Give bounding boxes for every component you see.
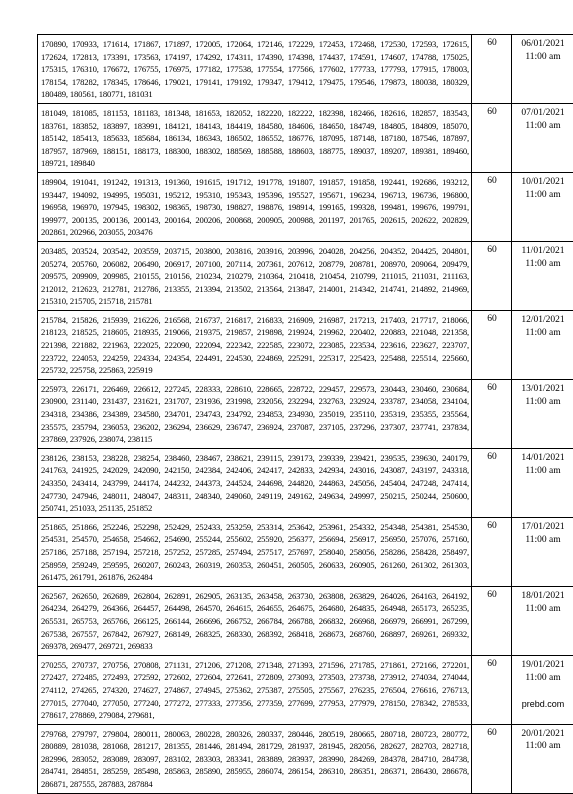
- exam-time: 11:00 am: [515, 465, 571, 478]
- schedule-body: [38, 35, 573, 794]
- table-row: [38, 517, 573, 586]
- roll-numbers-cell: 279768, 279797, 279804, 280011, 280063, 280228, 280326, 280337, 280446, 280519, 280665, 280718, 280723, 280772, 280889, 281038, 281068, 281217, 281355, 281446, 281494, 281729, 281937, 281945, 282056, 282627, 282703, 282718, 282996, 283052, 283089, 283097, 283102, 283303, 283341, 283889, 283937, 283990, 284269, 284378, 284710, 284738, 284741, 284851, 285259, 285498, 285863, 285890, 285955, 286074, 286154, 286310, 286351, 286371, 286430, 286678, 286871, 287555, 287883, 287884: [38, 724, 472, 793]
- exam-time: 11:00 am: [515, 603, 571, 616]
- date-time-cell: [512, 310, 573, 379]
- date-time-cell: [512, 655, 573, 724]
- exam-time: 11:00 am: [515, 740, 571, 753]
- roll-numbers-cell: 270255, 270737, 270756, 270808, 271131, 271206, 271208, 271348, 271393, 271596, 271785, 271861, 272166, 272201, 272427, 272485, 272493, 272592, 272602, 272604, 272641, 272809, 273093, 273503, 273738, 273912, 274034, 274044, 274112, 274265, 274320, 274627, 274867, 274945, 275362, 275387, 275505, 275567, 276235, 276504, 276616, 276713, 277015, 277040, 277050, 277240, 277272, 277333, 277356, 277359, 277699, 277953, 277979, 278150, 278342, 278533, 278617, 278869, 279084, 279681,: [38, 655, 472, 724]
- date-time-cell: [512, 724, 573, 793]
- schedule-table: [37, 34, 573, 794]
- roll-numbers-cell: 225973, 226171, 226469, 226612, 227245, 228333, 228610, 228665, 228722, 229457, 229573, 230443, 230460, 230684, 230900, 231140, 231437, 231621, 231707, 231936, 231998, 232056, 232294, 232763, 232924, 233787, 234058, 234104, 234318, 234386, 234389, 234580, 234701, 234743, 234792, 234853, 234930, 235019, 235110, 235319, 235355, 235564, 235575, 235794, 236053, 236202, 236294, 236629, 236747, 236924, 237087, 237105, 237296, 237307, 237741, 237834, 237869, 237926, 238074, 238115: [38, 379, 472, 448]
- roll-numbers-cell: 215784, 215826, 215939, 216226, 216568, 216737, 216817, 216833, 216909, 216987, 217213, 217403, 217717, 218066, 218123, 218525, 218605, 218935, 219066, 219375, 219857, 219898, 219924, 219962, 220402, 220883, 221048, 221358, 221398, 221882, 221963, 222025, 222090, 222094, 222342, 222585, 223072, 223085, 223534, 223616, 223627, 223707, 223722, 224053, 224259, 224334, 224354, 224491, 224530, 224869, 225291, 225317, 225423, 225488, 225514, 225660, 225732, 225758, 225863, 225919: [38, 310, 472, 379]
- candidate-count-cell: 60: [472, 172, 512, 241]
- date-time-cell: [512, 517, 573, 586]
- exam-time: 11:00 am: [515, 258, 571, 271]
- candidate-count-cell: 60: [472, 35, 512, 104]
- roll-numbers-cell: 181049, 181085, 181153, 181183, 181348, 181653, 182052, 182220, 182222, 182398, 182466, 182616, 182857, 183543, 183761, 183852, 183897, 183991, 184121, 184143, 184419, 184580, 184606, 184650, 184749, 184805, 184809, 185070, 185142, 185413, 185633, 185684, 186134, 186343, 186502, 186552, 186776, 187095, 187148, 187180, 187546, 187897, 187957, 187969, 188151, 188173, 188300, 188302, 188569, 188588, 188603, 188775, 189037, 189207, 189381, 189460, 189721, 189840: [38, 103, 472, 172]
- exam-date: 14/01/2021: [515, 452, 571, 465]
- table-row: [38, 379, 573, 448]
- candidate-count-cell: 60: [472, 586, 512, 655]
- exam-date: 13/01/2021: [515, 383, 571, 396]
- candidate-count-cell: 60: [472, 724, 512, 793]
- exam-date: 19/01/2021: [515, 659, 571, 672]
- candidate-count-cell: 60: [472, 655, 512, 724]
- exam-time: 11:00 am: [515, 534, 571, 547]
- exam-time: 11:00 am: [515, 120, 571, 133]
- exam-time: 11:00 am: [515, 672, 571, 685]
- exam-time: 11:00 am: [515, 189, 571, 202]
- site-watermark: prebd.com: [515, 698, 571, 711]
- roll-numbers-cell: 251865, 251866, 252246, 252298, 252429, 252433, 253259, 253314, 253642, 253961, 254332, 254348, 254381, 254530, 254531, 254570, 254658, 254662, 254690, 255244, 255602, 255920, 256377, 256694, 256917, 256950, 257076, 257160, 257186, 257188, 257194, 257218, 257252, 257285, 257494, 257517, 257697, 258040, 258056, 258286, 258428, 258497, 258959, 259249, 259595, 260207, 260243, 260319, 260353, 260451, 260505, 260633, 260905, 261260, 261302, 261303, 261475, 261791, 261876, 262484: [38, 517, 472, 586]
- date-time-cell: [512, 379, 573, 448]
- exam-date: 07/01/2021: [515, 107, 571, 120]
- candidate-count-cell: 60: [472, 241, 512, 310]
- exam-date: 10/01/2021: [515, 176, 571, 189]
- roll-numbers-cell: 170890, 170933, 171614, 171867, 171897, 172005, 172064, 172146, 172229, 172453, 172468, 172530, 172593, 172615, 172624, 172813, 173391, 173563, 174197, 174292, 174311, 174390, 174398, 174437, 174591, 174607, 174788, 175025, 175315, 176310, 176672, 176755, 176975, 177182, 177538, 177554, 177566, 177602, 177733, 177793, 177915, 178003, 178154, 178282, 178345, 178646, 179021, 179141, 179192, 179347, 179412, 179475, 179546, 179873, 180038, 180329, 180489, 180561, 180771, 181031: [38, 35, 472, 104]
- date-time-cell: [512, 103, 573, 172]
- date-time-cell: [512, 35, 573, 104]
- table-row: [38, 310, 573, 379]
- exam-time: 11:00 am: [515, 396, 571, 409]
- candidate-count-cell: 60: [472, 379, 512, 448]
- roll-numbers-cell: 262567, 262650, 262689, 262804, 262891, 262905, 263135, 263458, 263730, 263808, 263829, 264026, 264163, 264192, 264234, 264279, 264366, 264457, 264498, 264570, 264615, 264655, 264675, 264680, 264835, 264948, 265173, 265235, 265531, 265753, 265766, 266125, 266144, 266696, 266752, 266784, 266788, 266832, 266968, 266979, 266991, 267299, 267538, 267557, 267842, 267927, 268149, 268325, 268330, 268392, 268418, 268673, 268760, 268897, 269261, 269332, 269378, 269477, 269721, 269833: [38, 586, 472, 655]
- table-row: [38, 103, 573, 172]
- roll-numbers-cell: 189904, 191041, 191242, 191313, 191360, 191615, 191712, 191778, 191807, 191857, 191858, 192441, 192686, 193212, 193447, 194092, 194995, 195031, 195212, 195310, 195343, 195396, 195527, 195671, 196234, 196713, 196736, 196800, 196958, 196970, 197945, 198302, 198365, 198730, 198827, 198876, 198914, 199165, 199328, 199481, 199676, 199791, 199977, 200135, 200136, 200143, 200164, 200206, 200868, 200905, 200988, 201197, 201765, 202615, 202622, 202829, 202861, 202966, 203055, 203476: [38, 172, 472, 241]
- table-row: [38, 241, 573, 310]
- date-time-cell: [512, 448, 573, 517]
- exam-time: 11:00 am: [515, 327, 571, 340]
- exam-date: 12/01/2021: [515, 314, 571, 327]
- table-row: [38, 586, 573, 655]
- table-row: [38, 172, 573, 241]
- table-row: [38, 35, 573, 104]
- exam-date: 18/01/2021: [515, 590, 571, 603]
- exam-time: 11:00 am: [515, 51, 571, 64]
- date-time-cell: [512, 241, 573, 310]
- exam-date: 06/01/2021: [515, 38, 571, 51]
- candidate-count-cell: 60: [472, 448, 512, 517]
- exam-date: 20/01/2021: [515, 728, 571, 741]
- candidate-count-cell: 60: [472, 517, 512, 586]
- roll-numbers-cell: 203485, 203524, 203542, 203559, 203715, 203800, 203816, 203916, 203996, 204028, 204256, 204352, 204425, 204801, 205274, 205760, 206082, 206490, 206917, 207100, 207114, 207361, 207612, 208779, 208781, 208970, 209064, 209479, 209575, 209909, 209985, 210155, 210156, 210234, 210279, 210364, 210418, 210454, 210799, 211015, 211031, 211163, 212012, 212623, 212781, 212786, 213355, 213394, 213502, 213564, 213847, 214001, 214342, 214741, 214892, 214969, 215310, 215705, 215718, 215781: [38, 241, 472, 310]
- roll-numbers-cell: 238126, 238153, 238228, 238254, 238460, 238467, 238621, 239115, 239173, 239339, 239421, 239535, 239630, 240179, 241763, 241925, 242029, 242090, 242150, 242384, 242406, 242417, 242833, 242934, 243016, 243087, 243197, 243318, 243350, 243414, 243799, 244174, 244232, 244373, 244524, 244698, 244820, 244863, 245056, 245404, 247248, 247414, 247730, 247946, 248011, 248047, 248311, 248340, 249060, 249119, 249162, 249634, 249997, 250215, 250244, 250600, 250741, 251033, 251135, 251852: [38, 448, 472, 517]
- exam-date: 11/01/2021: [515, 245, 571, 258]
- date-time-cell: [512, 586, 573, 655]
- table-row: [38, 448, 573, 517]
- date-time-cell: [512, 172, 573, 241]
- candidate-count-cell: 60: [472, 310, 512, 379]
- table-row: [38, 724, 573, 793]
- table-row: [38, 655, 573, 724]
- exam-date: 17/01/2021: [515, 521, 571, 534]
- candidate-count-cell: 60: [472, 103, 512, 172]
